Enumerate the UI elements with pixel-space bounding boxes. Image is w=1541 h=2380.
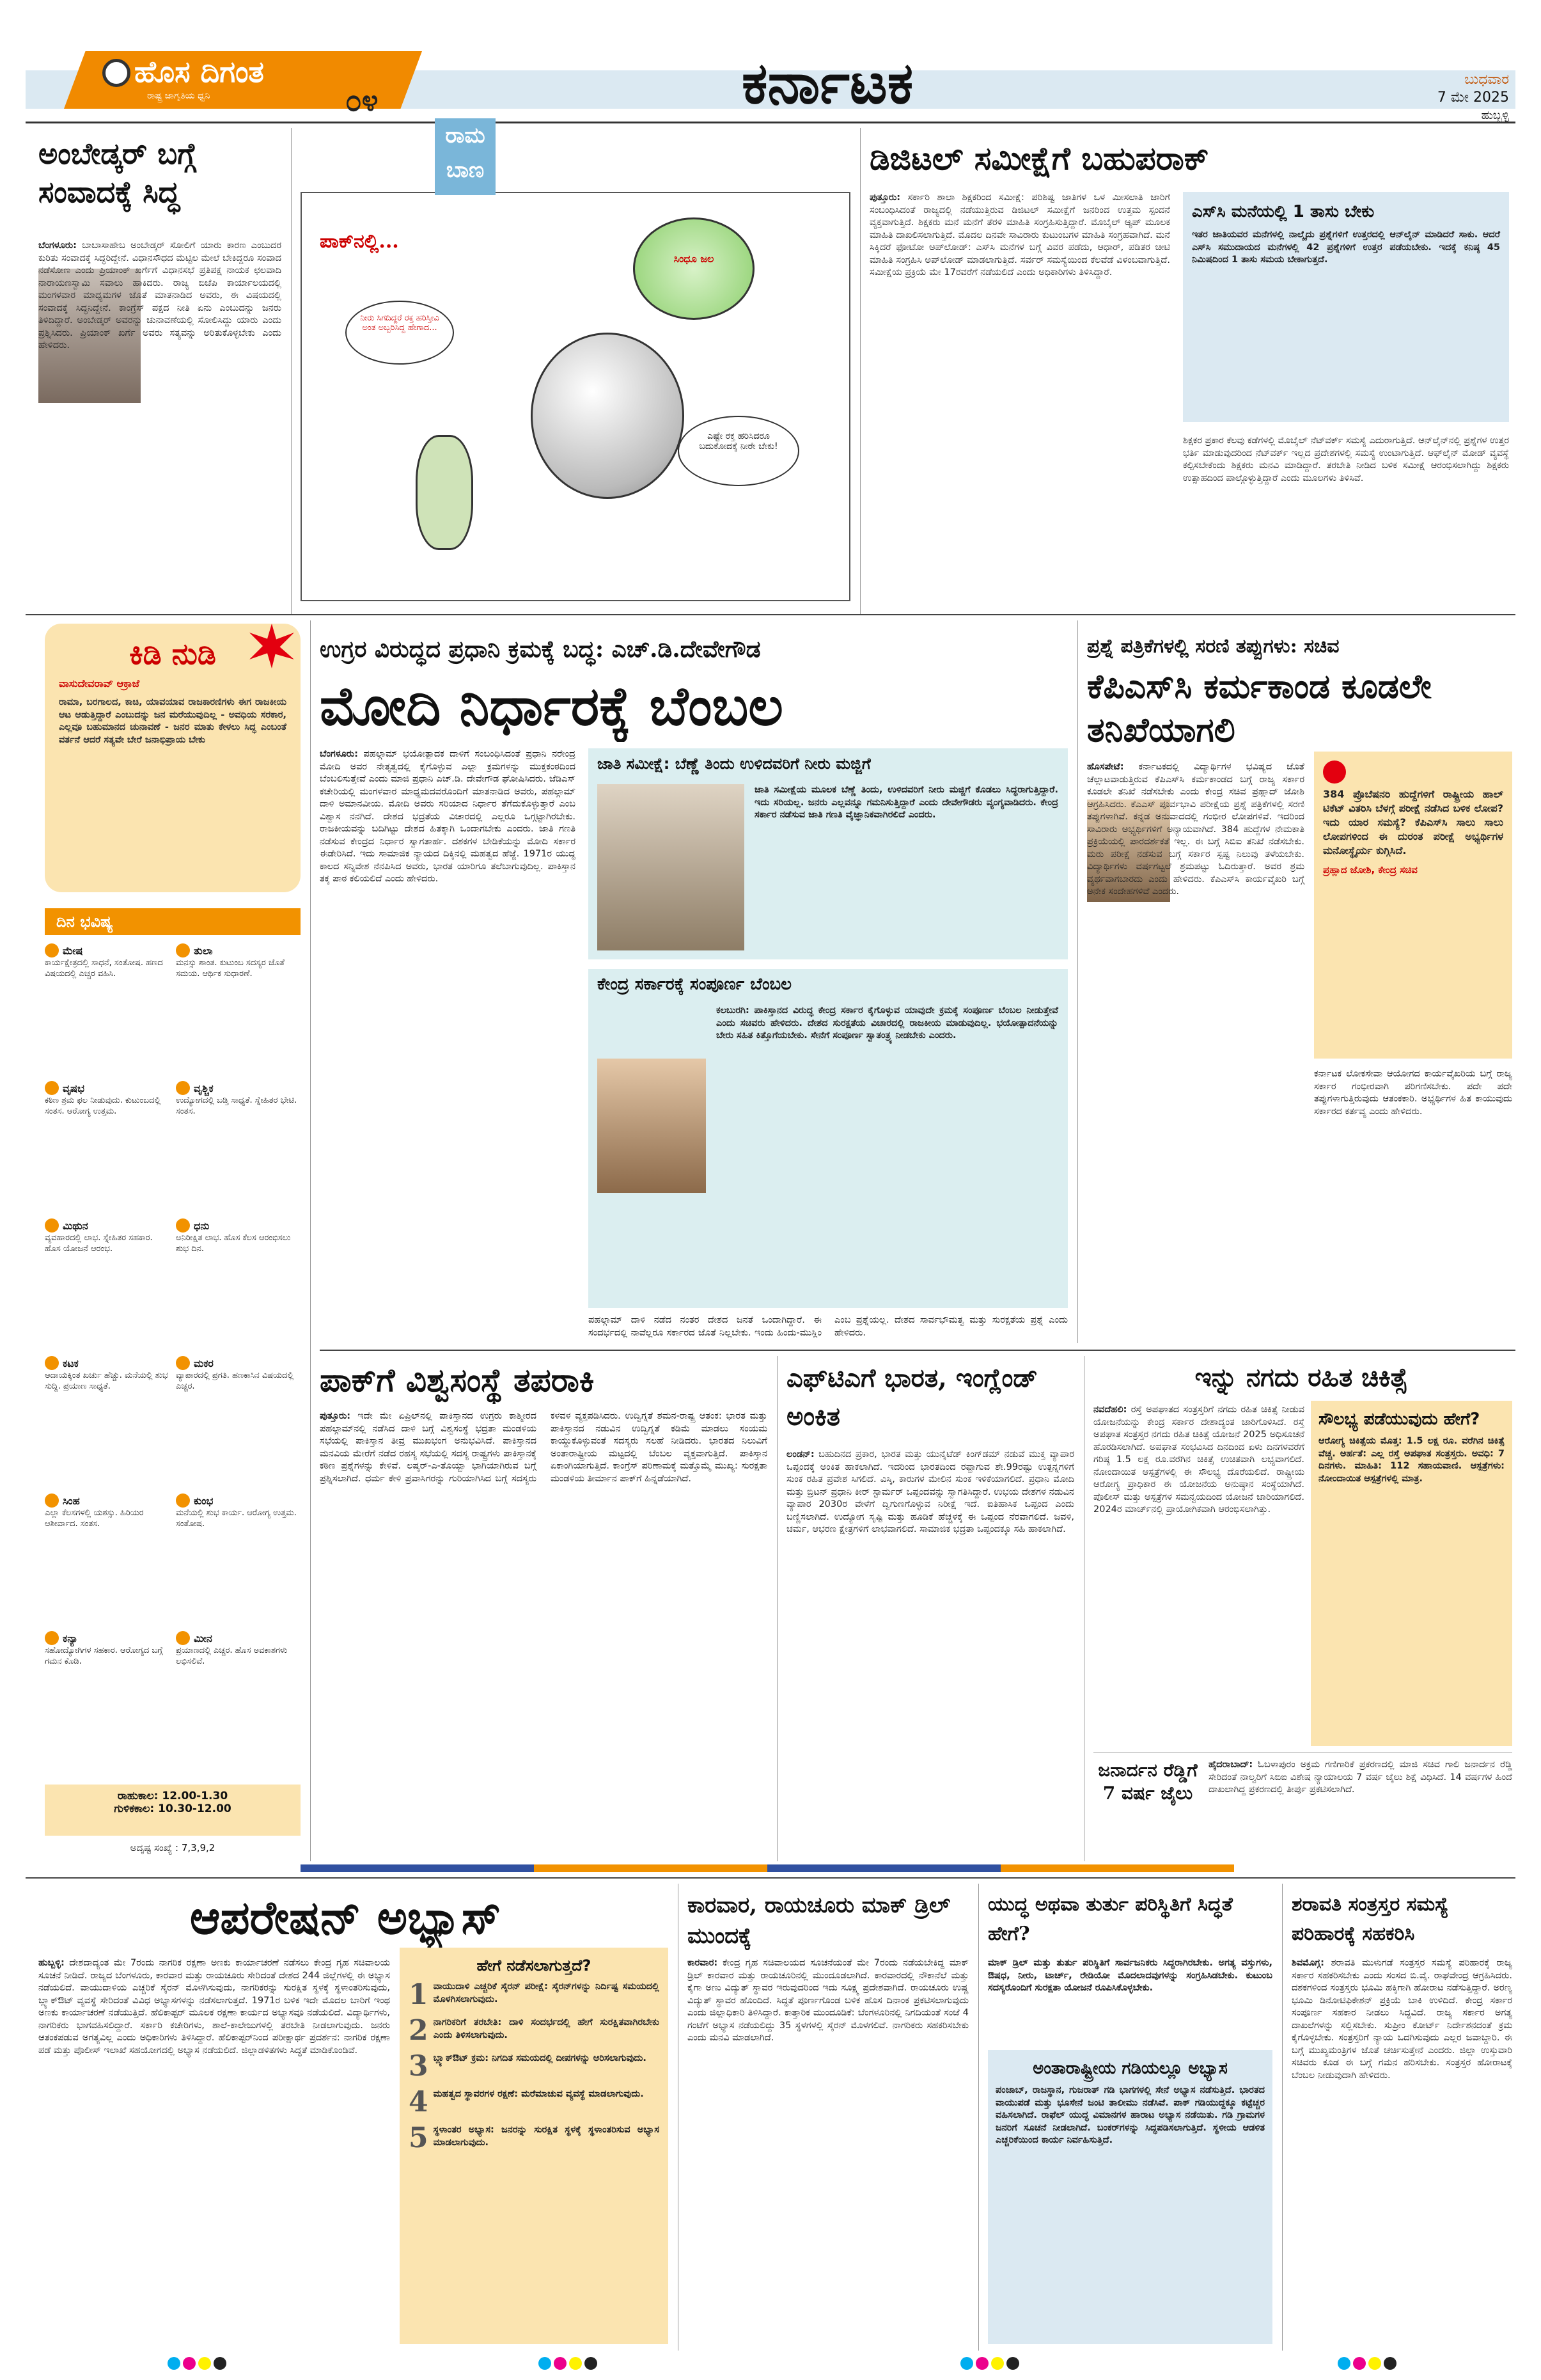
kidi-title: ಕಿಡಿ ನುಡಿ	[129, 636, 216, 671]
cashless-text: ರಸ್ತೆ ಅಪಘಾತದ ಸಂತ್ರಸ್ತರಿಗೆ ನಗದು ರಹಿತ ಚಿಕಿತ್ಸೆ ನೀಡುವ ಯೋಜನೆಯನ್ನು ಕೇಂದ್ರ ಸರ್ಕಾರ ದೇಶಾದ್ಯಂತ ಜಾರಿಗೊಳಿಸಿದೆ. ರಸ್ತೆ ಅಪಘಾತ ಸಂತ್ರಸ್ತರ ನಗದು ರಹಿತ ಚಿಕಿತ್ಸೆ ಯೋಜನೆ 2025 ಅಧಿಸೂಚನೆ ಹೊರಡಿಸಲಾಗಿದೆ. ಅಪಘಾತ ಸಂಭವಿಸಿದ ದಿನದಿಂದ ಏಳು ದಿನಗಳವರೆಗೆ ಗರಿಷ್ಠ 1.5 ಲಕ್ಷ ರೂ.ವರೆಗಿನ ಚಿಕಿತ್ಸೆ ಉಚಿತವಾಗಿ ಲಭ್ಯವಾಗಲಿದೆ. ನೋಂದಾಯಿತ ಆಸ್ಪತ್ರೆಗಳಲ್ಲಿ ಈ ಸೌಲಭ್ಯ ದೊರೆಯಲಿದೆ. ರಾಷ್ಟ್ರೀಯ ಆರೋಗ್ಯ ಪ್ರಾಧಿಕಾರ ಈ ಯೋಜನೆಯ ಅನುಷ್ಠಾನ ಸಂಸ್ಥೆಯಾಗಿದೆ. ಪೊಲೀಸ್ ಮತ್ತು ಆಸ್ಪತ್ರೆಗಳ ಸಮನ್ವಯದಿಂದ ಯೋಜನೆ ಜಾರಿಯಾಗಲಿದೆ. 2024ರ ಮಾರ್ಚ್‌ನಲ್ಲಿ ಪ್ರಾಯೋಗಿಕವಾಗಿ ಆರಂಭಿಸಲಾಗಿತ್ತು.	[1093, 1405, 1304, 1515]
sign-name: ಮಕರ	[194, 1357, 214, 1369]
modi-box-2	[588, 969, 1068, 1308]
minister-photo	[597, 1059, 706, 1193]
pak-dateline: ಪುತ್ತೂರು:	[320, 1411, 351, 1421]
fta-text: ಬಹುದಿನದ ಪ್ರಕಾರ, ಭಾರತ ಮತ್ತು ಯುನೈಟೆಡ್ ಕಿಂಗ್‌ಡಮ್ ನಡುವೆ ಮುಕ್ತ ವ್ಯಾಪಾರ ಒಪ್ಪಂದಕ್ಕೆ ಅಂಕಿತ ಹಾಕಲಾಗಿದೆ. ಇದರಿಂದ ಭಾರತದಿಂದ ರಫ್ತಾಗುವ ಶೇ.99ರಷ್ಟು ಉತ್ಪನ್ನಗಳಿಗೆ ಸುಂಕ ರಹಿತ ಪ್ರವೇಶ ಸಿಗಲಿದೆ. ವಿಸ್ಕಿ, ಕಾರುಗಳ ಮೇಲಿನ ಸುಂಕ ಇಳಿಕೆಯಾಗಲಿದೆ. ಪ್ರಧಾನಿ ಮೋದಿ ಮತ್ತು ಬ್ರಿಟನ್ ಪ್ರಧಾನಿ ಕೀರ್ ಸ್ಟಾರ್ಮರ್ ಒಪ್ಪಂದವನ್ನು ಸ್ವಾಗತಿಸಿದ್ದಾರೆ. ಉಭಯ ದೇಶಗಳ ನಡುವಿನ ವ್ಯಾಪಾರ 2030ರ ವೇಳೆಗೆ ದ್ವಿಗುಣಗೊಳ್ಳುವ ನಿರೀಕ್ಷೆ ಇದೆ. ಐತಿಹಾಸಿಕ ಒಪ್ಪಂದ ಎಂದು ಬಣ್ಣಿಸಲಾಗಿದೆ. ಉದ್ಯೋಗ ಸೃಷ್ಟಿ ಮತ್ತು ಹೂಡಿಕೆ ಹೆಚ್ಚಳಕ್ಕೆ ಈ ಒಪ್ಪಂದ ನೆರವಾಗಲಿದೆ. ಜವಳಿ, ಚರ್ಮ, ಆಭರಣ ಕ್ಷೇತ್ರಗಳಿಗೆ ಲಾಭವಾಗಲಿದೆ. ಸಾಮಾಜಿಕ ಭದ್ರತಾ ಒಪ್ಪಂದಕ್ಕೂ ಸಹಿ ಹಾಕಲಾಗಿದೆ.	[786, 1449, 1074, 1534]
sign-name: ಸಿಂಹ	[63, 1494, 80, 1507]
kidi-box	[45, 624, 301, 892]
ambedkar-body	[38, 240, 281, 604]
kidi-author: ವಾಸುದೇವರಾವ್ ಆಕ್ರಾಜೆ	[59, 677, 140, 690]
pak-text: ಇದೇ ಮೇ ಏಪ್ರಿಲ್‌ನಲ್ಲಿ ಪಾಕಿಸ್ತಾನದ ಉಗ್ರರು ಕಾಶ್ಮೀರದ ಪಹಲ್ಗಾಮ್‌ನಲ್ಲಿ ನಡೆಸಿದ ದಾಳಿ ಬಗ್ಗೆ ವಿಶ್ವಸಂಸ್ಥೆ ಭದ್ರತಾ ಮಂಡಳಿಯ ಸಭೆಯಲ್ಲಿ ಪಾಕಿಸ್ತಾನ ತೀವ್ರ ಮುಖಭಂಗ ಅನುಭವಿಸಿದೆ. ಪಾಕಿಸ್ತಾನದ ಮನವಿಯ ಮೇರೆಗೆ ನಡೆದ ರಹಸ್ಯ ಸಭೆಯಲ್ಲಿ ಸದಸ್ಯ ರಾಷ್ಟ್ರಗಳು ಪಾಕಿಸ್ತಾನಕ್ಕೆ ಕಠಿಣ ಪ್ರಶ್ನೆಗಳನ್ನು ಕೇಳಿವೆ. ಲಷ್ಕರ್-ಎ-ತೊಯ್ಬಾ ಭಾಗಿಯಾಗಿರುವ ಬಗ್ಗೆ ಪ್ರಶ್ನಿಸಲಾಗಿದೆ. ಧರ್ಮ ಕೇಳಿ ಪ್ರವಾಸಿಗರನ್ನು ಗುರಿಯಾಗಿಸಿದ ಬಗ್ಗೆ ಸದಸ್ಯರು ಕಳವಳ ವ್ಯಕ್ತಪಡಿಸಿದರು. ಉದ್ವಿಗ್ನತೆ ಶಮನ-ರಾಷ್ಟ್ರ ಆತಂಕ: ಭಾರತ ಮತ್ತು ಪಾಕಿಸ್ತಾನದ ನಡುವಿನ ಉದ್ವಿಗ್ನತೆ ಕಡಿಮೆ ಮಾಡಲು ಸಂಯಮ ಕಾಯ್ದುಕೊಳ್ಳುವಂತೆ ಸದಸ್ಯರು ಸಲಹೆ ನೀಡಿದರು. ಭಾರತದ ನಿಲುವಿಗೆ ಅಂತಾರಾಷ್ಟ್ರೀಯ ಮಟ್ಟದಲ್ಲಿ ಬೆಂಬಲ ವ್ಯಕ್ತವಾಗುತ್ತಿದೆ. ಪಾಕಿಸ್ತಾನ ಏಕಾಂಗಿಯಾಗುತ್ತಿದೆ. ಕಾಂಗ್ರೆಸ್ ಪರಿಣಾಮಕ್ಕೆ ಮತ್ತೊಮ್ಮೆ ಮುಖ್ಯ: ಸುರಕ್ಷತಾ ಮಂಡಳಿಯ ತೀರ್ಮಾನ ಪಾಕ್‌ಗೆ ಹಿನ್ನಡೆಯಾಗಿದೆ.	[320, 1411, 767, 1484]
step-2	[409, 2014, 659, 2047]
logo-tagline: ರಾಷ್ಟ್ರ ಜಾಗೃತಿಯ ಧ್ವನಿ	[147, 91, 210, 101]
divider	[26, 614, 1515, 615]
vrishabha-icon	[45, 1081, 59, 1095]
horoscope-sign-7	[176, 943, 301, 1081]
karwar-dateline: ಕಾರವಾರ:	[687, 1958, 718, 1968]
step-text: ವಾಯುದಾಳಿ ಎಚ್ಚರಿಕೆ ಸೈರನ್ ಪರೀಕ್ಷೆ: ಸೈರನ್‌ಗಳನ್ನು ನಿರ್ದಿಷ್ಟ ಸಮಯದಲ್ಲಿ ಮೊಳಗಿಸಲಾಗುವುದು.	[433, 1982, 659, 2005]
sign-text: ಕಠಿಣ ಶ್ರಮ ಫಲ ನೀಡುವುದು. ಕುಟುಂಬದಲ್ಲಿ ಸಂತಸ. ಆರೋಗ್ಯ ಉತ್ತಮ.	[45, 1096, 161, 1116]
step-text: ನಾಗರಿಕರಿಗೆ ತರಬೇತಿ: ದಾಳಿ ಸಂದರ್ಭದಲ್ಲಿ ಹೇಗೆ ಸುರಕ್ಷಿತವಾಗಿರಬೇಕು ಎಂದು ತಿಳಿಸಲಾಗುವುದು.	[433, 2017, 659, 2040]
horoscope-sign-11	[176, 1493, 301, 1631]
divider	[26, 1877, 1515, 1879]
horoscope-sign-6	[45, 1631, 169, 1769]
janardhan-title: ಜನಾರ್ದನ ರೆಡ್ಡಿಗೆ 7 ವರ್ಷ ಜೈಲು	[1098, 1760, 1198, 1804]
fta-dateline: ಲಂಡನ್:	[786, 1449, 815, 1460]
fta-body	[786, 1449, 1074, 1858]
sign-text: ಮನಸ್ಸು ಶಾಂತ. ಕುಟುಂಬ ಸದಸ್ಯರ ಜೊತೆ ಸಮಯ. ಆರ್ಥಿಕ ಸುಧಾರಣೆ.	[176, 958, 285, 979]
sign-name: ವೃಷಭ	[63, 1082, 84, 1094]
step-number: 3	[409, 2050, 428, 2083]
step-1	[409, 1978, 659, 2011]
cmyk-marks	[1336, 2357, 1398, 2372]
modi-box2-title: ಕೇಂದ್ರ ಸರ್ಕಾರಕ್ಕೆ ಸಂಪೂರ್ಣ ಬೆಂಬಲ	[597, 975, 792, 994]
digital-sidebox	[1183, 192, 1509, 422]
divider	[860, 128, 861, 614]
war-box-title: ಅಂತಾರಾಷ್ಟ್ರೀಯ ಗಡಿಯಲ್ಲೂ ಅಭ್ಯಾಸ	[1033, 2059, 1228, 2078]
modi-dateline: ಬೆಂಗಳೂರು:	[320, 749, 358, 759]
cashless-box-title: ಸೌಲಭ್ಯ ಪಡೆಯುವುದು ಹೇಗೆ?	[1318, 1410, 1480, 1429]
horoscope-sign-9	[176, 1218, 301, 1356]
kumbha-icon	[176, 1493, 190, 1508]
dhanu-icon	[176, 1218, 190, 1233]
sign-text: ವ್ಯಾಪಾರದಲ್ಲಿ ಪ್ರಗತಿ. ಹಣಕಾಸಿನ ವಿಷಯದಲ್ಲಿ ಎಚ್ಚರ.	[176, 1371, 294, 1391]
divider	[1077, 620, 1078, 1343]
karwar-body	[687, 1957, 969, 2341]
cartoon-bomb-figure	[531, 333, 684, 499]
mesha-icon	[45, 943, 59, 958]
pak-headline: ಪಾಕ್‌ಗೆ ವಿಶ್ವಸಂಸ್ಥೆ ತಪರಾಕಿ	[320, 1361, 595, 1399]
kanya-icon	[45, 1631, 59, 1645]
section-title: ಕರ್ನಾಟಕ	[742, 51, 914, 115]
digital-body	[870, 192, 1170, 461]
modi-headline: ಮೋದಿ ನಿರ್ಧಾರಕ್ಕೆ ಬೆಂಬಲ	[320, 674, 783, 737]
rahukala: ರಾಹುಕಾಲ: 12.00-1.30	[117, 1790, 228, 1802]
lucky-numbers: ಅದೃಷ್ಟ ಸಂಖ್ಯೆ : 7,3,9,2	[130, 1842, 215, 1854]
karwar-headline: ಕಾರವಾರ, ರಾಯಚೂರು ಮಾಕ್ ಡ್ರಿಲ್ ಮುಂದಕ್ಕೆ	[687, 1893, 951, 1949]
horoscope-sign-12	[176, 1631, 301, 1769]
quote-text: 384 ಪ್ರೊಬೆಷನರಿ ಹುದ್ದೆಗಳಿಗೆ ರಾಷ್ಟ್ರೀಯ ಹಾಲ್ ಟಿಕೆಟ್ ವಿತರಿಸಿ ಬೆಳಗ್ಗೆ ಪರೀಕ್ಷೆ ನಡೆಸಿದ ಬಳಿಕ ಲೋಪ? ಇದು ಯಾರ ಸಮಸ್ಯೆ? ಕೆಪಿಎಸ್‌ಸಿ ಸಾಲು ಸಾಲು ಲೋಪಗಳಿಂದ ಈ ದುರಂತ ಪರೀಕ್ಷೆ ಅಭ್ಯರ್ಥಿಗಳ ಮನೋಸ್ಥೈರ್ಯ ಕುಗ್ಗಿಸಿದೆ.	[1323, 788, 1503, 856]
sharavati-dateline: ಶಿವಮೊಗ್ಗ:	[1292, 1958, 1324, 1968]
horoscope-sign-8	[176, 1081, 301, 1218]
sign-text: ಸಹೋದ್ಯೋಗಿಗಳ ಸಹಕಾರ. ಆರೋಗ್ಯದ ಬಗ್ಗೆ ಗಮನ ಕೊಡಿ.	[45, 1646, 163, 1666]
registration-marks	[0, 2354, 1541, 2373]
modi-box2-text: ಪಾಕಿಸ್ತಾನದ ವಿರುದ್ಧ ಕೇಂದ್ರ ಸರ್ಕಾರ ಕೈಗೊಳ್ಳುವ ಯಾವುದೇ ಕ್ರಮಕ್ಕೆ ಸಂಪೂರ್ಣ ಬೆಂಬಲ ನೀಡುತ್ತೇವೆ ಎಂದು ಸಚಿವರು ಹೇಳಿದರು. ದೇಶದ ಸುರಕ್ಷತೆಯ ವಿಚಾರದಲ್ಲಿ ರಾಜಕೀಯ ಮಾಡುವುದಿಲ್ಲ. ಭಯೋತ್ಪಾದನೆಯನ್ನು ಬೇರು ಸಹಿತ ಕಿತ್ತೊಗೆಯಬೇಕು. ಸೇನೆಗೆ ಸಂಪೂರ್ಣ ಸ್ವಾತಂತ್ರ್ಯ ನೀಡಬೇಕು ಎಂದರು.	[716, 1005, 1058, 1041]
cartoon-bottle-label: ಸಿಂಧೂ ಜಲ	[673, 253, 714, 265]
step-5	[409, 2124, 659, 2152]
sign-text: ವ್ಯವಹಾರದಲ್ಲಿ ಲಾಭ. ಸ್ನೇಹಿತರ ಸಹಕಾರ. ಹೊಸ ಯೋಜನೆ ಆರಂಭ.	[45, 1233, 153, 1254]
mithuna-icon	[45, 1218, 59, 1233]
divider	[310, 620, 311, 1861]
kpsc-quote	[1314, 752, 1512, 1059]
horoscope-sign-1	[45, 943, 169, 1081]
sign-name: ಕಟಕ	[63, 1357, 79, 1369]
cmyk-marks	[166, 2357, 228, 2372]
horoscope-sign-5	[45, 1493, 169, 1631]
sign-text: ಆದಾಯಕ್ಕಿಂತ ಖರ್ಚು ಹೆಚ್ಚು. ಮನೆಯಲ್ಲಿ ಶುಭ ಸುದ್ದಿ. ಪ್ರಯಾಣ ಸಾಧ್ಯತೆ.	[45, 1371, 168, 1391]
quote-icon	[1323, 760, 1346, 784]
modi-box-1	[588, 748, 1068, 959]
karwar-text: ಕೇಂದ್ರ ಗೃಹ ಸಚಿವಾಲಯದ ಸೂಚನೆಯಂತೆ ಮೇ 7ರಂದು ನಡೆಯಬೇಕಿದ್ದ ಮಾಕ್ ಡ್ರಿಲ್ ಕಾರವಾರ ಮತ್ತು ರಾಯಚೂರಿನಲ್ಲಿ ಮುಂದೂಡಲಾಗಿದೆ. ಕಾರವಾರದಲ್ಲಿ ನೌಕಾನೆಲೆ ಮತ್ತು ಕೈಗಾ ಅಣು ವಿದ್ಯುತ್ ಸ್ಥಾವರ ಇರುವುದರಿಂದ ಇದು ಸೂಕ್ಷ್ಮ ಪ್ರದೇಶವಾಗಿದೆ. ರಾಯಚೂರು ಉಷ್ಣ ವಿದ್ಯುತ್ ಸ್ಥಾವರ ಹೊಂದಿದೆ. ಸಿದ್ಧತೆ ಪೂರ್ಣಗೊಂಡ ಬಳಿಕ ಹೊಸ ದಿನಾಂಕ ಪ್ರಕಟಿಸಲಾಗುವುದು ಎಂದು ಜಿಲ್ಲಾಧಿಕಾರಿ ತಿಳಿಸಿದ್ದಾರೆ. ಕಾತ್ತಾರಿಕ ಮುಂದೂಡಿಕೆ: ಬೆಂಗಳೂರಿನಲ್ಲಿ ನಿಗದಿಯಂತೆ ಸಂಜೆ 4 ಗಂಟೆಗೆ ಅಭ್ಯಾಸ ನಡೆಯಲಿದ್ದು 35 ಸ್ಥಳಗಳಲ್ಲಿ ಸೈರನ್ ಮೊಳಗಲಿವೆ. ನಾಗರಿಕರು ಸಹಕರಿಸಬೇಕು ಎಂದು ಮನವಿ ಮಾಡಲಾಗಿದೆ.	[687, 1958, 969, 2043]
janardhan-body	[1209, 1759, 1512, 1855]
cashless-body	[1093, 1404, 1304, 1737]
janardhan-dateline: ಹೈದರಾಬಾದ್:	[1209, 1760, 1253, 1770]
kataka-icon	[45, 1356, 59, 1370]
cartoon-speech-right: ಎಷ್ಟೇ ರಕ್ತ ಹರಿಸಿದರೂ ಬದುಕೋದಕ್ಕೆ ನೀರೇ ಬೇಕು!	[678, 416, 799, 486]
war-body: ಮಾಕ್ ಡ್ರಿಲ್ ಮತ್ತು ತುರ್ತು ಪರಿಸ್ಥಿತಿಗೆ ಸಾರ್ವಜನಿಕರು ಸಿದ್ಧರಾಗಿರಬೇಕು. ಅಗತ್ಯ ವಸ್ತುಗಳು, ಔಷಧ, ನೀರು, ಟಾರ್ಚ್, ರೇಡಿಯೋ ಮೊದಲಾದವುಗಳನ್ನು ಸಂಗ್ರಹಿಸಿಡಬೇಕು. ಕುಟುಂಬ ಸದಸ್ಯರೊಂದಿಗೆ ಸುರಕ್ಷತಾ ಯೋಜನೆ ರೂಪಿಸಿಕೊಳ್ಳಬೇಕು.	[988, 1958, 1272, 1993]
divider	[320, 1350, 1515, 1351]
cmyk-marks	[959, 2357, 1021, 2372]
cmyk-marks	[537, 2357, 598, 2372]
step-number: 4	[409, 2086, 428, 2118]
war-box	[988, 2050, 1272, 2344]
digital-headline: ಡಿಜಿಟಲ್ ಸಮೀಕ್ಷೆಗೆ ಬಹುಪರಾಕ್	[870, 139, 1209, 177]
sharavati-headline: ಶರಾವತಿ ಸಂತ್ರಸ್ತರ ಸಮಸ್ಯೆ ಪರಿಹಾರಕ್ಕೆ ಸಹಕರಿಸಿ	[1292, 1893, 1449, 1945]
ambedkar-headline: ಅಂಬೇಡ್ಕರ್ ಬಗ್ಗೆ ಸಂವಾದಕ್ಕೆ ಸಿದ್ಧ	[38, 136, 196, 209]
step-4	[409, 2088, 659, 2116]
janardhan-text: ಓಬಳಾಪುರಂ ಅಕ್ರಮ ಗಣಿಗಾರಿಕೆ ಪ್ರಕರಣದಲ್ಲಿ ಮಾಜಿ ಸಚಿವ ಗಾಲಿ ಜನಾರ್ದನ ರೆಡ್ಡಿ ಸೇರಿದಂತೆ ನಾಲ್ವರಿಗೆ ಸಿಬಿಐ ವಿಶೇಷ ನ್ಯಾಯಾಲಯ 7 ವರ್ಷ ಜೈಲು ಶಿಕ್ಷೆ ವಿಧಿಸಿದೆ. 14 ವರ್ಷಗಳ ಹಿಂದೆ ದಾಖಲಾಗಿದ್ದ ಪ್ರಕರಣದಲ್ಲಿ ತೀರ್ಪು ಪ್ರಕಟಿಸಲಾಗಿದೆ.	[1209, 1760, 1512, 1795]
makara-icon	[176, 1356, 190, 1370]
masthead	[26, 45, 1515, 122]
digital-box-title: ಎಸ್‌ಸಿ ಮನೆಯಲ್ಲಿ 1 ತಾಸು ಬೇಕು	[1192, 202, 1375, 221]
abhyas-steps	[400, 1948, 668, 2344]
divider	[26, 122, 1515, 123]
fta-headline: ಎಫ್‌ಟಿಎಗೆ ಭಾರತ, ಇಂಗ್ಲೆಂಡ್ ಅಂಕಿತ	[786, 1363, 1038, 1431]
steps-title: ಹೇಗೆ ನಡೆಸಲಾಗುತ್ತದೆ?	[476, 1957, 591, 1974]
devegowda-photo	[597, 784, 744, 950]
sharavati-body	[1292, 1957, 1512, 2341]
ramabana-label: ರಾಮ ಬಾಣ	[435, 118, 496, 195]
cartoon-grenade-figure	[416, 435, 473, 550]
abhyas-headline: ಆಪರೇಷನ್ ಅಭ್ಯಾಸ್	[189, 1890, 501, 1944]
horoscope-left	[45, 943, 169, 1781]
sign-name: ಕನ್ಯಾ	[63, 1632, 78, 1644]
sign-name: ವೃಶ್ಚಿಕ	[194, 1082, 214, 1094]
divider	[1282, 1884, 1283, 2351]
simha-icon	[45, 1493, 59, 1508]
sign-name: ಮಿಥುನ	[63, 1219, 88, 1232]
modi-body-2: ಪಹಲ್ಗಾಮ್ ದಾಳಿ ನಡೆದ ನಂತರ ದೇಶದ ಜನತೆ ಒಂದಾಗಿದ್ದಾರೆ. ಈ ಸಂದರ್ಭದಲ್ಲಿ ನಾವೆಲ್ಲರೂ ಸರ್ಕಾರದ ಜೊತೆ ನಿಲ್ಲಬೇಕು. ಇಂದು ಹಿಂದು-ಮುಸ್ಲಿಂ ಎಂಬ ಪ್ರಶ್ನೆಯಲ್ಲ. ದೇಶದ ಸಾರ್ವಭೌಮತ್ವ ಮತ್ತು ಸುರಕ್ಷತೆಯ ಪ್ರಶ್ನೆ ಎಂದು ಹೇಳಿದರು.	[588, 1315, 1068, 1338]
step-number: 1	[409, 1978, 428, 2011]
sign-text: ಪ್ರಯಾಣದಲ್ಲಿ ಎಚ್ಚರ. ಹೊಸ ಅವಕಾಶಗಳು ಲಭಿಸಲಿವೆ.	[176, 1646, 288, 1666]
pak-body	[320, 1410, 767, 1858]
horoscope-title: ದಿನ ಭವಿಷ್ಯ	[45, 908, 301, 935]
meena-icon	[176, 1631, 190, 1645]
sharavati-text: ಶರಾವತಿ ಮುಳುಗಡೆ ಸಂತ್ರಸ್ತರ ಸಮಸ್ಯೆ ಪರಿಹಾರಕ್ಕೆ ರಾಜ್ಯ ಸರ್ಕಾರ ಸಹಕರಿಸಬೇಕು ಎಂದು ಸಂಸದ ಬಿ.ವೈ. ರಾಘವೇಂದ್ರ ಆಗ್ರಹಿಸಿದರು. ದಶಕಗಳಿಂದ ಸಂತ್ರಸ್ತರು ಭೂಮಿ ಹಕ್ಕಿಗಾಗಿ ಹೋರಾಟ ನಡೆಸುತ್ತಿದ್ದಾರೆ. ಅರಣ್ಯ ಭೂಮಿ ಡಿನೋಟಿಫಿಕೇಶನ್ ಪ್ರಕ್ರಿಯೆ ಬಾಕಿ ಉಳಿದಿದೆ. ಕೇಂದ್ರ ಸರ್ಕಾರ ಸಂಪೂರ್ಣ ಸಹಕಾರ ನೀಡಲು ಸಿದ್ಧವಿದೆ. ರಾಜ್ಯ ಸರ್ಕಾರ ಅಗತ್ಯ ದಾಖಲೆಗಳನ್ನು ಸಲ್ಲಿಸಬೇಕು. ಸುಪ್ರೀಂ ಕೋರ್ಟ್ ನಿರ್ದೇಶನದಂತೆ ಕ್ರಮ ಕೈಗೊಳ್ಳಬೇಕು. ಸಂತ್ರಸ್ತರಿಗೆ ನ್ಯಾಯ ಒದಗಿಸುವುದು ಎಲ್ಲರ ಜವಾಬ್ದಾರಿ. ಈ ಬಗ್ಗೆ ಮುಖ್ಯಮಂತ್ರಿಗಳ ಜೊತೆ ಚರ್ಚಿಸುತ್ತೇನೆ ಎಂದರು. ಜಿಲ್ಲಾ ಉಸ್ತುವಾರಿ ಸಚಿವರು ಕೂಡ ಈ ಬಗ್ಗೆ ಗಮನ ಹರಿಸಬೇಕು. ಸಂತ್ರಸ್ತರ ಹೋರಾಟಕ್ಕೆ ಬೆಂಬಲ ನೀಡುವುದಾಗಿ ಹೇಳಿದರು.	[1292, 1958, 1512, 2081]
vrishchika-icon	[176, 1081, 190, 1095]
horoscope-right	[176, 943, 301, 1781]
divider	[777, 1356, 778, 1861]
kpsc-body	[1087, 761, 1304, 1337]
divider	[978, 1884, 979, 2351]
sign-name: ತುಲಾ	[194, 944, 213, 957]
edition-date: 7 ಮೇ 2025	[1437, 90, 1509, 106]
sign-text: ಅನಿರೀಕ್ಷಿತ ಲಾಭ. ಹೊಸ ಕೆಲಸ ಆರಂಭಿಸಲು ಶುಭ ದಿನ.	[176, 1233, 291, 1254]
horoscope-sign-3	[45, 1218, 169, 1356]
cashless-box	[1311, 1401, 1512, 1746]
abhyas-dateline: ಹುಬ್ಬಳ್ಳಿ:	[38, 1958, 65, 1968]
horoscope-sign-10	[176, 1356, 301, 1493]
kpsc-dateline: ಹೊಸಪೇಟೆ:	[1087, 762, 1124, 772]
kpsc-text: ಕರ್ನಾಟಕದಲ್ಲಿ ವಿದ್ಯಾರ್ಥಿಗಳ ಭವಿಷ್ಯದ ಜೊತೆ ಚೆಲ್ಲಾಟವಾಡುತ್ತಿರುವ ಕೆಪಿಎಸ್‌ಸಿ ಕರ್ಮಕಾಂಡದ ಬಗ್ಗೆ ರಾಜ್ಯ ಸರ್ಕಾರ ಕೂಡಲೇ ತನಿಖೆ ನಡೆಸಬೇಕು ಎಂದು ಕೇಂದ್ರ ಸಚಿವ ಪ್ರಹ್ಲಾದ್ ಜೋಶಿ ಆಗ್ರಹಿಸಿದರು. ಕೆಎಎಸ್ ಪೂರ್ವಭಾವಿ ಪರೀಕ್ಷೆಯ ಪ್ರಶ್ನೆ ಪತ್ರಿಕೆಗಳಲ್ಲಿ ಸರಣಿ ತಪ್ಪುಗಳಾಗಿವೆ. ಕನ್ನಡ ಅನುವಾದದಲ್ಲಿ ಗಂಭೀರ ಲೋಪಗಳಿವೆ. ಇದರಿಂದ ಸಾವಿರಾರು ಅಭ್ಯರ್ಥಿಗಳಿಗೆ ಅನ್ಯಾಯವಾಗಿದೆ. 384 ಹುದ್ದೆಗಳ ನೇಮಕಾತಿ ಪ್ರಕ್ರಿಯೆಯಲ್ಲಿ ಪಾರದರ್ಶಕತೆ ಇಲ್ಲ. ಈ ಬಗ್ಗೆ ಸಿಬಿಐ ತನಿಖೆ ನಡೆಸಬೇಕು. ಮರು ಪರೀಕ್ಷೆ ನಡೆಸುವ ಬಗ್ಗೆ ಸರ್ಕಾರ ಸ್ಪಷ್ಟ ನಿಲುವು ತಳೆಯಬೇಕು. ವಿದ್ಯಾರ್ಥಿಗಳು ವರ್ಷಗಟ್ಟಲೆ ಶ್ರಮಪಟ್ಟು ಓದಿರುತ್ತಾರೆ. ಅವರ ಶ್ರಮ ವ್ಯರ್ಥವಾಗಬಾರದು ಎಂದು ಹೇಳಿದರು. ಕೆಪಿಎಸ್‌ಸಿ ಕಾರ್ಯವೈಖರಿ ಬಗ್ಗೆ ಅನೇಕ ಸಂದೇಹಗಳಿವೆ ಎಂದರು.	[1087, 762, 1304, 897]
digital-box-text: ಇತರ ಜಾತಿಯವರ ಮನೆಗಳಲ್ಲಿ ನಾಲ್ಕೈದು ಪ್ರಶ್ನೆಗಳಿಗೆ ಉತ್ತರದಲ್ಲಿ ಆನ್‌ಲೈನ್ ಮಾಡಿದರೆ ಸಾಕು. ಆದರೆ ಎಸ್‌ಸಿ ಸಮುದಾಯದ ಮನೆಗಳಲ್ಲಿ 42 ಪ್ರಶ್ನೆಗಳಿಗೆ ಉತ್ತರ ಪಡೆಯಬೇಕು. ಇದಕ್ಕೆ ಕನಿಷ್ಠ 45 ನಿಮಿಷದಿಂದ 1 ತಾಸು ಸಮಯ ಬೇಕಾಗುತ್ತದೆ.	[1192, 230, 1500, 265]
page-number: ೦೪	[345, 83, 379, 118]
divider	[291, 128, 292, 614]
cashless-headline: ಇನ್ನು ನಗದು ರಹಿತ ಚಿಕಿತ್ಸೆ	[1194, 1362, 1408, 1392]
kidi-text: ರಾಮಾ, ಬರಗಾಲದ, ಕಾಚಿ, ಯಾವಯಾವ ರಾಜಕಾರಣಿಗಳು ಈಗ ರಾಜಕೀಯ ಆಟ ಆಡುತ್ತಿದ್ದಾರೆ ಎಂಬುದನ್ನು ಜನ ಮರೆಯುವುದಿಲ್ಲ - ಅವಧಿಯ ಸರಕಾರ, ಎಲ್ಲವೂ ಬಹುಮಾನದ ಚುನಾವಣೆ - ಜನರ ಮಾತು ಕೇಳಲು ಸಿದ್ಧ ಎಂಬಂತೆ ವರ್ತನೆ ಆದರೆ ಸತ್ಯವೇ ಬೇರೆ ಜನಾಭಿಪ್ರಾಯ ಬೇಕು	[59, 697, 286, 745]
sign-name: ಮೇಷ	[63, 944, 83, 957]
ambedkar-text: ಬಾಬಾಸಾಹೇಬ ಅಂಬೇಡ್ಕರ್ ಸೋಲಿಗೆ ಯಾರು ಕಾರಣ ಎಂಬುದರ ಕುರಿತು ಸಂವಾದಕ್ಕೆ ಸಿದ್ಧರಿದ್ದೇನೆ. ವಿಧಾನಸೌಧದ ಮೆಟ್ಟಿಲ ಮೇಲೆ ಬೇಕಿದ್ದರೂ ಸಂವಾದ ನಡೆಸೋಣ ಎಂದು ಪ್ರಿಯಾಂಕ್ ಖರ್ಗೆಗೆ ವಿಧಾನಸಭೆ ಪ್ರತಿಪಕ್ಷ ನಾಯಕ ಛಲವಾದಿ ನಾರಾಯಣಸ್ವಾಮಿ ಸವಾಲು ಹಾಕಿದರು. ರಾಜ್ಯ ಬಿಜೆಪಿ ಕಾರ್ಯಾಲಯದಲ್ಲಿ ಮಂಗಳವಾರ ಮಾಧ್ಯಮಗಳ ಜೊತೆ ಮಾತನಾಡಿದ ಅವರು, ಈ ವಿಷಯದಲ್ಲಿ ಸಂವಾದಕ್ಕೆ ಸಿದ್ಧನಿದ್ದೇನೆ. ಕಾಂಗ್ರೆಸ್ ಪಕ್ಷದ ನೀತಿ ಏನು ಎಂಬುದನ್ನು ಜನರು ತಿಳಿದಿದ್ದಾರೆ. ಅಂಬೇಡ್ಕರ್ ಅವರನ್ನು ಚುನಾವಣೆಯಲ್ಲಿ ಸೋಲಿಸಿದ್ದು ಯಾರು ಎಂದು ಪ್ರಶ್ನಿಸಿದರು. ಪ್ರಿಯಾಂಕ್ ಖರ್ಗೆ ಅವರು ಸತ್ಯವನ್ನು ಅರಿತುಕೊಳ್ಳಬೇಕು ಎಂದು ಹೇಳಿದರು.	[38, 240, 281, 351]
color-strip	[301, 1864, 1234, 1872]
edition-day: ಬುಧವಾರ	[1464, 72, 1509, 88]
logo-icon	[102, 59, 130, 87]
sign-text: ಉದ್ಯೋಗದಲ್ಲಿ ಬಡ್ತಿ ಸಾಧ್ಯತೆ. ಸ್ನೇಹಿತರ ಭೇಟಿ. ಸಂತಸ.	[176, 1096, 297, 1116]
step-3	[409, 2050, 659, 2083]
modi-box2-body	[716, 1005, 1058, 1299]
digital-text: ಸರ್ಕಾರಿ ಶಾಲಾ ಶಿಕ್ಷಕರಿಂದ ಸಮೀಕ್ಷೆ: ಪರಿಶಿಷ್ಟ ಜಾತಿಗಳ ಒಳ ಮೀಸಲಾತಿ ಜಾರಿಗೆ ಸಂಬಂಧಿಸಿದಂತೆ ರಾಜ್ಯದಲ್ಲಿ ನಡೆಯುತ್ತಿರುವ ಡಿಜಿಟಲ್ ಸಮೀಕ್ಷೆಗೆ ಜನರಿಂದ ಉತ್ತಮ ಸ್ಪಂದನೆ ವ್ಯಕ್ತವಾಗುತ್ತಿದೆ. ಶಿಕ್ಷಕರು ಮನೆ ಮನೆಗೆ ತೆರಳಿ ಮಾಹಿತಿ ಸಂಗ್ರಹಿಸುತ್ತಿದ್ದಾರೆ. ಮೊಬೈಲ್ ಆ್ಯಪ್ ಮೂಲಕ ಮಾಹಿತಿ ದಾಖಲಿಸಲಾಗುತ್ತಿದೆ. ಮೊದಲ ದಿನವೇ ಸಾವಿರಾರು ಕುಟುಂಬಗಳ ಮಾಹಿತಿ ಸಂಗ್ರಹವಾಗಿದೆ. ಮನೆ ಸಿಕ್ಕಿದರೆ ಫೋಟೋ ಅಪ್‌ಲೋಡ್: ಎಸ್‌ಸಿ ಮನೆಗಳ ಬಗ್ಗೆ ವಿವರ ಪಡೆದು, ಆಧಾರ್, ಪಡಿತರ ಚೀಟಿ ಮಾಹಿತಿ ಸಂಗ್ರಹಿಸಿ ಅಪ್‌ಲೋಡ್ ಮಾಡಲಾಗುತ್ತಿದೆ. ಸರ್ವರ್ ಸಮಸ್ಯೆಯಿಂದ ಕೆಲವೆಡೆ ವಿಳಂಬವಾಗುತ್ತಿದೆ. ಸಮೀಕ್ಷೆಯ ಪ್ರಕ್ರಿಯೆ ಮೇ 17ರವರೆಗೆ ನಡೆಯಲಿದೆ ಎಂದು ಅಧಿಕಾರಿಗಳು ತಿಳಿಸಿದ್ದಾರೆ.	[870, 193, 1170, 278]
kpsc-body-2: ಕರ್ನಾಟಕ ಲೋಕಸೇವಾ ಆಯೋಗದ ಕಾರ್ಯವೈಖರಿಯ ಬಗ್ಗೆ ರಾಜ್ಯ ಸರ್ಕಾರ ಗಂಭೀರವಾಗಿ ಪರಿಗಣಿಸಬೇಕು. ಪದೇ ಪದೇ ತಪ್ಪುಗಳಾಗುತ್ತಿರುವುದು ಆತಂಕಕಾರಿ. ಅಭ್ಯರ್ಥಿಗಳ ಹಿತ ಕಾಯುವುದು ಸರ್ಕಾರದ ಕರ್ತವ್ಯ ಎಂದು ಹೇಳಿದರು.	[1314, 1069, 1512, 1117]
sign-text: ಕಾರ್ಯಕ್ಷೇತ್ರದಲ್ಲಿ ಸಾಧನೆ, ಸಂತೋಷ. ಹಣದ ವಿಷಯದಲ್ಲಿ ಎಚ್ಚರ ವಹಿಸಿ.	[45, 958, 163, 979]
rahukala-box	[45, 1785, 301, 1836]
sign-text: ಮನೆಯಲ್ಲಿ ಶುಭ ಕಾರ್ಯ. ಆರೋಗ್ಯ ಉತ್ತಮ. ಸಂತೋಷ.	[176, 1508, 297, 1529]
cashless-box-text: ಆರೋಗ್ಯ ಚಿಕಿತ್ಸೆಯ ಮೊತ್ತ: 1.5 ಲಕ್ಷ ರೂ. ವರೆಗಿನ ಚಿಕಿತ್ಸೆ ವೆಚ್ಚ. ಅರ್ಹತೆ: ಎಲ್ಲ ರಸ್ತೆ ಅಪಘಾತ ಸಂತ್ರಸ್ತರು. ಅವಧಿ: 7 ದಿನಗಳು. ಮಾಹಿತಿ: 112 ಸಹಾಯವಾಣಿ. ಆಸ್ಪತ್ರೆಗಳು: ನೋಂದಾಯಿತ ಆಸ್ಪತ್ರೆಗಳಲ್ಲಿ ಮಾತ್ರ.	[1318, 1436, 1505, 1484]
kpsc-headline: ಕೆಪಿಎಸ್‌ಸಿ ಕರ್ಮಕಾಂಡ ಕೂಡಲೇ ತನಿಖೆಯಾಗಲಿ	[1087, 667, 1432, 750]
tula-icon	[176, 943, 190, 958]
quote-author: ಪ್ರಹ್ಲಾದ ಜೋಶಿ, ಕೇಂದ್ರ ಸಚಿವ	[1323, 864, 1418, 876]
modi-text: ಪಹಲ್ಗಾಮ್ ಭಯೋತ್ಪಾದಕ ದಾಳಿಗೆ ಸಂಬಂಧಿಸಿದಂತೆ ಪ್ರಧಾನಿ ನರೇಂದ್ರ ಮೋದಿ ಅವರ ನೇತೃತ್ವದಲ್ಲಿ ಕೈಗೊಳ್ಳುವ ಎಲ್ಲಾ ಕ್ರಮಗಳನ್ನು ಮುಕ್ತಕಂಠದಿಂದ ಬೆಂಬಲಿಸುತ್ತೇವೆ ಎಂದು ಮಾಜಿ ಪ್ರಧಾನಿ ಎಚ್.ಡಿ. ದೇವೇಗೌಡ ಘೋಷಿಸಿದರು. ಜೆಡಿಎಸ್ ಕಚೇರಿಯಲ್ಲಿ ಮಂಗಳವಾರ ಮಾಧ್ಯಮದವರೊಂದಿಗೆ ಮಾತನಾಡಿದ ಅವರು, ಪಹಲ್ಗಾಮ್ ದಾಳಿ ಅಮಾನವೀಯ. ಮೋದಿ ಅವರು ಸರಿಯಾದ ನಿರ್ಧಾರ ತೆಗೆದುಕೊಳ್ಳುತ್ತಾರೆ ಎಂಬ ವಿಶ್ವಾಸ ನನಗಿದೆ. ದೇಶದ ಭದ್ರತೆಯ ವಿಚಾರದಲ್ಲಿ ಎಲ್ಲರೂ ಒಗ್ಗಟ್ಟಾಗಿರಬೇಕು. ರಾಜಕೀಯವನ್ನು ಬದಿಗಿಟ್ಟು ದೇಶದ ಹಿತಕ್ಕಾಗಿ ಒಂದಾಗಬೇಕು ಎಂದರು. ಜಾತಿ ಗಣತಿ ನಡೆಸುವ ಕೇಂದ್ರದ ನಿರ್ಧಾರ ಸ್ವಾಗತಾರ್ಹ. ದಶಕಗಳ ಬೇಡಿಕೆಯನ್ನು ಮೋದಿ ಸರ್ಕಾರ ಈಡೇರಿಸಿದೆ. ಇದು ಸಾಮಾಜಿಕ ನ್ಯಾಯದ ದಿಕ್ಕಿನಲ್ಲಿ ಮಹತ್ವದ ಹೆಜ್ಜೆ. 1971ರ ಯುದ್ಧ ಕಾಲದ ಸನ್ನಿವೇಶ ನೆನಪಿಸಿದ ಅವರು, ಭಾರತ ಯಾರಿಗೂ ತಲೆಬಾಗುವುದಿಲ್ಲ. ಪಾಕಿಸ್ತಾನ ತಕ್ಕ ಪಾಠ ಕಲಿಯಲಿದೆ ಎಂದು ಹೇಳಿದರು.	[320, 749, 575, 884]
logo-text: ಹೊಸ ದಿಗಂತ	[134, 54, 264, 89]
kpsc-kicker: ಪ್ರಶ್ನೆ ಪತ್ರಿಕೆಗಳಲ್ಲಿ ಸರಣಿ ತಪ್ಪುಗಳು: ಸಚಿವ	[1087, 635, 1340, 658]
step-number: 5	[409, 2122, 428, 2154]
ambedkar-dateline: ಬೆಂಗಳೂರು:	[38, 240, 77, 251]
abhyas-body	[38, 1957, 390, 2341]
sign-name: ಧನು	[194, 1219, 210, 1232]
step-number: 2	[409, 2014, 428, 2047]
modi-box1-text: ಜಾತಿ ಸಮೀಕ್ಷೆಯ ಮೂಲಕ ಬೆಣ್ಣೆ ತಿಂದು, ಉಳಿದವರಿಗೆ ನೀರು ಮಜ್ಜಿಗೆ ಕೊಡಲು ಸಿದ್ಧರಾಗುತ್ತಿದ್ದಾರೆ. ಇದು ಸರಿಯಲ್ಲ. ಜನರು ಎಲ್ಲವನ್ನೂ ಗಮನಿಸುತ್ತಿದ್ದಾರೆ ಎಂದು ದೇವೇಗೌಡರು ವ್ಯಂಗ್ಯವಾಡಿದರು. ಕೇಂದ್ರ ಸರ್ಕಾರ ನಡೆಸುವ ಜಾತಿ ಗಣತಿ ವೈಜ್ಞಾನಿಕವಾಗಿರಲಿದೆ ಎಂದರು.	[755, 785, 1058, 820]
sign-text: ಎಲ್ಲಾ ಕೆಲಸಗಳಲ್ಲಿ ಯಶಸ್ಸು. ಹಿರಿಯರ ಆಶೀರ್ವಾದ. ಸಂತಸ.	[45, 1508, 144, 1529]
edition-city: ಹುಬ್ಬಳ್ಳಿ	[1481, 109, 1509, 122]
horoscope-sign-4	[45, 1356, 169, 1493]
step-text: ಬ್ಲ್ಯಾಕ್‌ಔಟ್ ಕ್ರಮ: ನಿಗದಿತ ಸಮಯದಲ್ಲಿ ದೀಪಗಳನ್ನು ಆರಿಸಲಾಗುವುದು.	[433, 2053, 646, 2063]
step-text: ಸ್ಥಳಾಂತರ ಅಭ್ಯಾಸ: ಜನರನ್ನು ಸುರಕ್ಷಿತ ಸ್ಥಳಕ್ಕೆ ಸ್ಥಳಾಂತರಿಸುವ ಅಭ್ಯಾಸ ಮಾಡಲಾಗುವುದು.	[433, 2125, 659, 2148]
sign-name: ಮೀನ	[194, 1632, 212, 1644]
sign-name: ಕುಂಭ	[194, 1494, 214, 1507]
modi-box1-title: ಜಾತಿ ಸಮೀಕ್ಷೆ: ಬೆಣ್ಣೆ ತಿಂದು ಉಳಿದವರಿಗೆ ನೀರು ಮಜ್ಜಿಗೆ	[597, 755, 871, 773]
abhyas-text: ದೇಶದಾದ್ಯಂತ ಮೇ 7ರಂದು ನಾಗರಿಕ ರಕ್ಷಣಾ ಅಣಕು ಕಾರ್ಯಾಚರಣೆ ನಡೆಸಲು ಕೇಂದ್ರ ಗೃಹ ಸಚಿವಾಲಯ ಸೂಚನೆ ನೀಡಿದೆ. ರಾಜ್ಯದ ಬೆಂಗಳೂರು, ಕಾರವಾರ ಮತ್ತು ರಾಯಚೂರು ಸೇರಿದಂತೆ ದೇಶದ 244 ಜಿಲ್ಲೆಗಳಲ್ಲಿ ಈ ಅಭ್ಯಾಸ ನಡೆಯಲಿದೆ. ವಾಯುದಾಳಿಯ ಎಚ್ಚರಿಕೆ ಸೈರನ್ ಮೊಳಗಿಸುವುದು, ನಾಗರಿಕರನ್ನು ಸುರಕ್ಷಿತ ಸ್ಥಳಕ್ಕೆ ಸ್ಥಳಾಂತರಿಸುವುದು, ಬ್ಲ್ಯಾಕ್‌ಔಟ್ ವ್ಯವಸ್ಥೆ ಸೇರಿದಂತೆ ವಿವಿಧ ಅಭ್ಯಾಸಗಳನ್ನು ನಡೆಸಲಾಗುತ್ತದೆ. 1971ರ ಬಳಿಕ ಇದೇ ಮೊದಲ ಬಾರಿಗೆ ಇಂಥ ಅಣಕು ಕಾರ್ಯಾಚರಣೆ ನಡೆಯುತ್ತಿದೆ. ಹೆಲಿಕಾಪ್ಟರ್ ಮೂಲಕ ರಕ್ಷಣಾ ಕಾರ್ಯದ ಅಭ್ಯಾಸವೂ ನಡೆಯಲಿದೆ. ವಿದ್ಯಾರ್ಥಿಗಳು, ನಾಗರಿಕರು ಭಾಗವಹಿಸಲಿದ್ದಾರೆ. ಸರ್ಕಾರಿ ಕಚೇರಿಗಳು, ಶಾಲೆ-ಕಾಲೇಜುಗಳಲ್ಲಿ ತರಬೇತಿ ನೀಡಲಾಗುವುದು. ಜನರು ಆತಂಕಪಡುವ ಅಗತ್ಯವಿಲ್ಲ ಎಂದು ಅಧಿಕಾರಿಗಳು ತಿಳಿಸಿದ್ದಾರೆ. ಹೆಲಿಕಾಪ್ಟರ್‌ನಿಂದ ಪರೀಕ್ಷಾರ್ಥ ಪ್ರದರ್ಶನ: ನಾಗರಿಕ ರಕ್ಷಣಾ ಪಡೆ ಮತ್ತು ಪೊಲೀಸ್ ಇಲಾಖೆ ಸಹಯೋಗದಲ್ಲಿ ಅಭ್ಯಾಸ ನಡೆಯಲಿದೆ. ಜಿಲ್ಲಾಡಳಿತಗಳು ಸಿದ್ಧತೆ ಮಾಡಿಕೊಂಡಿವೆ.	[38, 1958, 390, 2056]
cartoon-speech-left: ನೀರು ಸಿಗದಿದ್ದರೆ ರಕ್ತ ಹರಿಸ್ತೀವಿ ಅಂತ ಅಬ್ಬರಿಸಿದ್ದ ಹೇಗಾದ...	[345, 301, 454, 365]
gulika: ಗುಳಿಕಕಾಲ: 10.30-12.00	[114, 1802, 231, 1815]
war-headline: ಯುದ್ಧ ಅಥವಾ ತುರ್ತು ಪರಿಸ್ಥಿತಿಗೆ ಸಿದ್ಧತೆ ಹೇಗೆ?	[988, 1893, 1233, 1945]
war-box-text: ಪಂಜಾಬ್, ರಾಜಸ್ಥಾನ, ಗುಜರಾತ್ ಗಡಿ ಭಾಗಗಳಲ್ಲಿ ಸೇನೆ ಅಭ್ಯಾಸ ನಡೆಸುತ್ತಿದೆ. ಭಾರತದ ವಾಯುಪಡೆ ಮತ್ತು ಭೂಸೇನೆ ಜಂಟಿ ತಾಲೀಮು ನಡೆಸಿವೆ. ಪಾಕ್ ಗಡಿಯುದ್ದಕ್ಕೂ ಕಟ್ಟೆಚ್ಚರ ವಹಿಸಲಾಗಿದೆ. ರಾಫೆಲ್ ಯುದ್ಧ ವಿಮಾನಗಳ ಹಾರಾಟ ಅಭ್ಯಾಸ ನಡೆಯಿತು. ಗಡಿ ಗ್ರಾಮಗಳ ಜನರಿಗೆ ಸೂಚನೆ ನೀಡಲಾಗಿದೆ. ಬಂಕರ್‌ಗಳನ್ನು ಸಿದ್ಧಪಡಿಸಲಾಗುತ್ತಿದೆ. ಸ್ಥಳೀಯ ಆಡಳಿತ ಎಚ್ಚರಿಕೆಯಿಂದ ಕಾರ್ಯ ನಿರ್ವಹಿಸುತ್ತಿದೆ.	[996, 2085, 1265, 2145]
digital-body-2: ಶಿಕ್ಷಕರ ಪ್ರಕಾರ ಕೆಲವು ಕಡೆಗಳಲ್ಲಿ ಮೊಬೈಲ್ ನೆಟ್‌ವರ್ಕ್ ಸಮಸ್ಯೆ ಎದುರಾಗುತ್ತಿದೆ. ಆನ್‌ಲೈನ್‌ನಲ್ಲಿ ಪ್ರಶ್ನೆಗಳ ಉತ್ತರ ಭರ್ತಿ ಮಾಡುವುದರಿಂದ ನೆಟ್‌ವರ್ಕ್ ಇಲ್ಲದ ಪ್ರದೇಶಗಳಲ್ಲಿ ಸಮಸ್ಯೆ ಉಂಟಾಗುತ್ತಿದೆ. ಆಫ್‌ಲೈನ್ ಮೋಡ್ ವ್ಯವಸ್ಥೆ ಕಲ್ಪಿಸಬೇಕೆಂದು ಶಿಕ್ಷಕರು ಮನವಿ ಮಾಡಿದ್ದಾರೆ. ತರಬೇತಿ ನೀಡಿದ ಬಳಿಕ ಸಮೀಕ್ಷೆ ಆರಂಭಿಸಲಾಗಿದ್ದು ಶಿಕ್ಷಕರು ಉತ್ಸಾಹದಿಂದ ಪಾಲ್ಗೊಳ್ಳುತ್ತಿದ್ದಾರೆ ಎಂದು ಮೂಲಗಳು ತಿಳಿಸಿವೆ.	[1183, 436, 1509, 484]
digital-dateline: ಪುತ್ತೂರು:	[870, 193, 901, 203]
box2-dateline: ಕಲಬುರಗಿ:	[716, 1005, 749, 1016]
step-text: ಮಹತ್ವದ ಸ್ಥಾವರಗಳ ರಕ್ಷಣೆ: ಮರೆಮಾಚುವ ವ್ಯವಸ್ಥೆ ಮಾಡಲಾಗುವುದು.	[433, 2089, 644, 2099]
modi-body	[320, 748, 575, 1324]
modi-kicker: ಉಗ್ರರ ವಿರುದ್ಧದ ಪ್ರಧಾನಿ ಕ್ರಮಕ್ಕೆ ಬದ್ಧ: ಎಚ್.ಡಿ.ದೇವೇಗೌಡ	[320, 636, 761, 663]
cartoon-caption: ಪಾಕ್‌ನಲ್ಲಿ...	[320, 230, 399, 253]
cashless-dateline: ನವದೆಹಲಿ:	[1093, 1405, 1127, 1415]
horoscope-sign-2	[45, 1081, 169, 1218]
